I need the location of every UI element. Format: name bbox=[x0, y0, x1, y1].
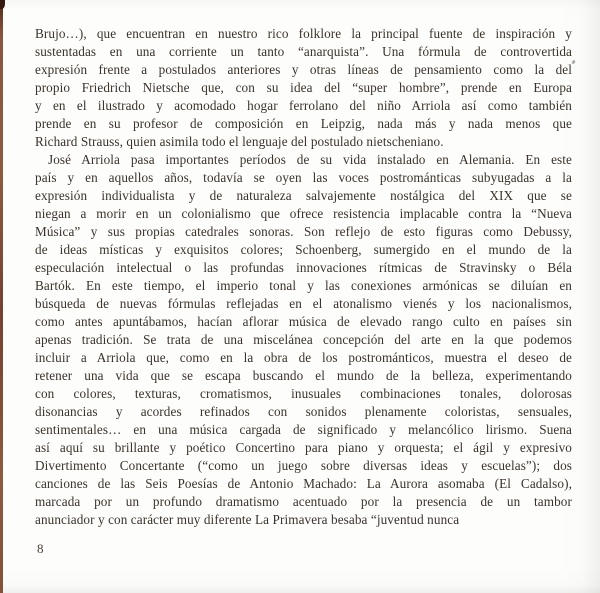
text-line: Brujo…), que encuentran en nuestro rico folklore la principal fuente de inspiración y bbox=[35, 26, 572, 41]
text-line: niegan a morir en un colonialismo que ofrece resistencia implacable contra la “Nueva bbox=[35, 206, 572, 221]
text-line: prende en su profesor de composición en Leipzig, nada más y nada menos que bbox=[35, 116, 572, 131]
page-edge-strip bbox=[0, 0, 3, 593]
text-line: país y en aquellos años, todavía se oyen las voces postrománticas subyugadas a la bbox=[35, 170, 572, 185]
text-line: con colores, texturas, cromatismos, inusuales combinaciones tonales, dolorosas bbox=[35, 386, 572, 401]
text-line: Richard Strauss, quien asimila todo el lenguaje del postulado nietscheniano. bbox=[35, 134, 444, 149]
text-line: sentimentales… en una música cargada de significado y melancólico lirismo. Suena bbox=[35, 422, 572, 437]
text-line: Música” y sus propias catedrales sonoras. Son reflejo de esto figuras como Debussy, bbox=[35, 224, 572, 239]
text-line: y en el ilustrado y acomodado hogar ferrolano del niño Arriola así como también bbox=[35, 98, 572, 113]
text-line: expresión frente a postulados anteriores y otras líneas de pensamiento como la del bbox=[35, 62, 572, 77]
text-line: especulación intelectual o las profundas innovaciones rítmicas de Stravinsky o Béla bbox=[35, 260, 572, 275]
text-line: así aquí su brillante y poético Concertino para piano y orquesta; el ágil y expresivo bbox=[35, 440, 572, 455]
text-line: disonancias y acordes refinados con sonidos plenamente coloristas, sensuales, bbox=[35, 404, 572, 419]
text-line: retener una vida que se escapa buscando el mundo de la belleza, experimentando bbox=[35, 368, 572, 383]
text-line: propio Friedrich Nietsche que, con su idea del “super hombre”, prende en Europa bbox=[35, 80, 572, 95]
text-line: canciones de las Seis Poesías de Antonio Machado: La Aurora asomaba (El Cadalso), bbox=[35, 476, 572, 491]
text-line: apenas tradición. Se trata de una miscelánea concepción del arte en la que podemos bbox=[35, 332, 572, 347]
text-line: incluir a Arriola que, como en la obra de los postrománticos, muestra el deseo de bbox=[35, 350, 572, 365]
text-line: Divertimento Concertante (“como un juego sobre diversas ideas y escuelas”); dos bbox=[35, 458, 572, 473]
page-edge-corner bbox=[0, 0, 5, 9]
text-line: Bartók. En este tiempo, el imperio tonal y las conexiones armónicas se diluían en bbox=[35, 278, 572, 293]
text-line: como antes apuntábamos, hacían aflorar música de elevado rango culto en países sin bbox=[35, 314, 572, 329]
text-line: búsqueda de nuevas fórmulas reflejadas en el atonalismo vienés y los nacionalismos, bbox=[35, 296, 572, 311]
text-line: marcada por un profundo dramatismo acentuado por la presencia de un tambor bbox=[35, 494, 572, 509]
body-text bbox=[35, 25, 572, 529]
text-line: José Arriola pasa importantes períodos de su vida instalado en Alemania. En este bbox=[48, 152, 572, 167]
page-number: 8 bbox=[37, 541, 44, 556]
text-line: sustentadas en una corriente un tanto “anarquista”. Una fórmula de controvertida bbox=[35, 44, 572, 59]
text-line: expresión individualista y de naturaleza salvajemente nostálgica del XIX que se bbox=[35, 188, 572, 203]
text-line: anunciador y con carácter muy diferente La Primavera besaba “juventud nunca bbox=[35, 512, 460, 527]
text-line: de ideas místicas y exquisitos colores; Schoenberg, sumergido en el mundo de la bbox=[35, 242, 572, 257]
